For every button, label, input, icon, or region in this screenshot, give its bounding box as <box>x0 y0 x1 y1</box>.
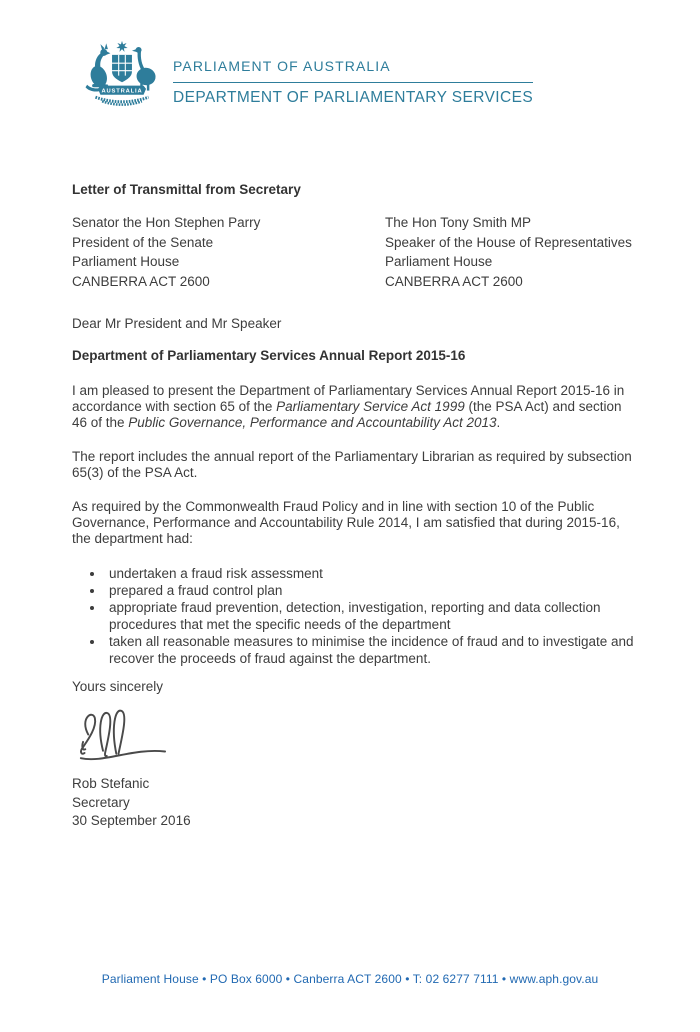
address-line: Parliament House <box>72 254 180 269</box>
australian-coat-of-arms-icon <box>80 40 164 108</box>
address-line: Speaker of the House of Representatives <box>385 234 632 250</box>
address-line: Parliament House <box>385 254 493 269</box>
signatory-role: Secretary <box>72 794 130 810</box>
emu-icon <box>132 47 157 91</box>
list-item: • taken all reasonable measures to minimise the incidence of fraud and to investigate and recover the proceeds of fraud against the department. <box>105 633 634 667</box>
act-title-psa: Parliamentary Service Act 1999 <box>276 399 465 414</box>
signature-date: 30 September 2016 <box>72 813 191 828</box>
list-item: • prepared a fraud control plan <box>105 582 634 599</box>
list-item: • appropriate fraud prevention, detection, investigation, reporting and data collection procedures that met the specific needs of the department <box>105 599 634 633</box>
paragraph-segment: I am pleased to present the Department of Parliamentary Services Annual Report 2015-16 in accordance with section 65 of the <box>72 383 625 414</box>
fraud-measures-list <box>72 565 634 667</box>
act-title-pgpa: Public Governance, Performance and Accountability Act 2013 <box>128 415 497 430</box>
logo-banner-text: AUSTRALIA <box>101 88 143 95</box>
signature-block <box>72 775 634 831</box>
letter-title: Letter of Transmittal from Secretary <box>72 182 301 197</box>
address-line: CANBERRA ACT 2600 <box>72 273 210 289</box>
kangaroo-icon <box>86 43 111 91</box>
page-footer: Parliament House • PO Box 6000 • Canberra ACT 2600 • T: 02 6277 7111 • www.aph.gov.au <box>101 972 599 986</box>
handwritten-signature <box>72 705 634 771</box>
paragraph-fraud-policy: As required by the Commonwealth Fraud Policy and in line with section 10 of the Public Governance, Performance and Accountability Rule 2014, I am satisfied that during 2015-16, the department had: <box>72 499 620 546</box>
paragraph-presentation <box>72 383 634 431</box>
shield-icon <box>112 55 132 82</box>
address-line: CANBERRA ACT 2600 <box>385 273 523 289</box>
paragraph-librarian-report: The report includes the annual report of the Parliamentary Librarian as required by subsection 65(3) of the PSA Act. <box>72 449 632 480</box>
closing-salutation: Yours sincerely <box>72 679 164 694</box>
address-line: The Hon Tony Smith MP <box>385 215 532 230</box>
recipient-address-president <box>72 213 385 291</box>
signatory-name: Rob Stefanic <box>72 776 150 791</box>
commonwealth-star-icon <box>116 41 127 52</box>
org-name-parliament: PARLIAMENT OF AUSTRALIA <box>173 58 391 74</box>
org-name-department: DEPARTMENT OF PARLIAMENTARY SERVICES <box>173 89 534 106</box>
letterhead <box>80 40 533 108</box>
salutation: Dear Mr President and Mr Speaker <box>72 316 282 331</box>
recipient-addresses <box>72 213 634 291</box>
subject-line: Department of Parliamentary Services Annual Report 2015-16 <box>72 348 466 363</box>
address-line: Senator the Hon Stephen Parry <box>72 215 261 230</box>
paragraph-segment: . <box>496 415 501 430</box>
address-line: President of the Senate <box>72 234 214 250</box>
recipient-address-speaker <box>385 213 632 291</box>
paragraph-segment: (the PSA Act) and section 46 of the <box>72 399 622 430</box>
letterhead-text <box>173 57 533 108</box>
letter-content <box>72 182 634 831</box>
list-item: • undertaken a fraud risk assessment <box>105 565 634 582</box>
